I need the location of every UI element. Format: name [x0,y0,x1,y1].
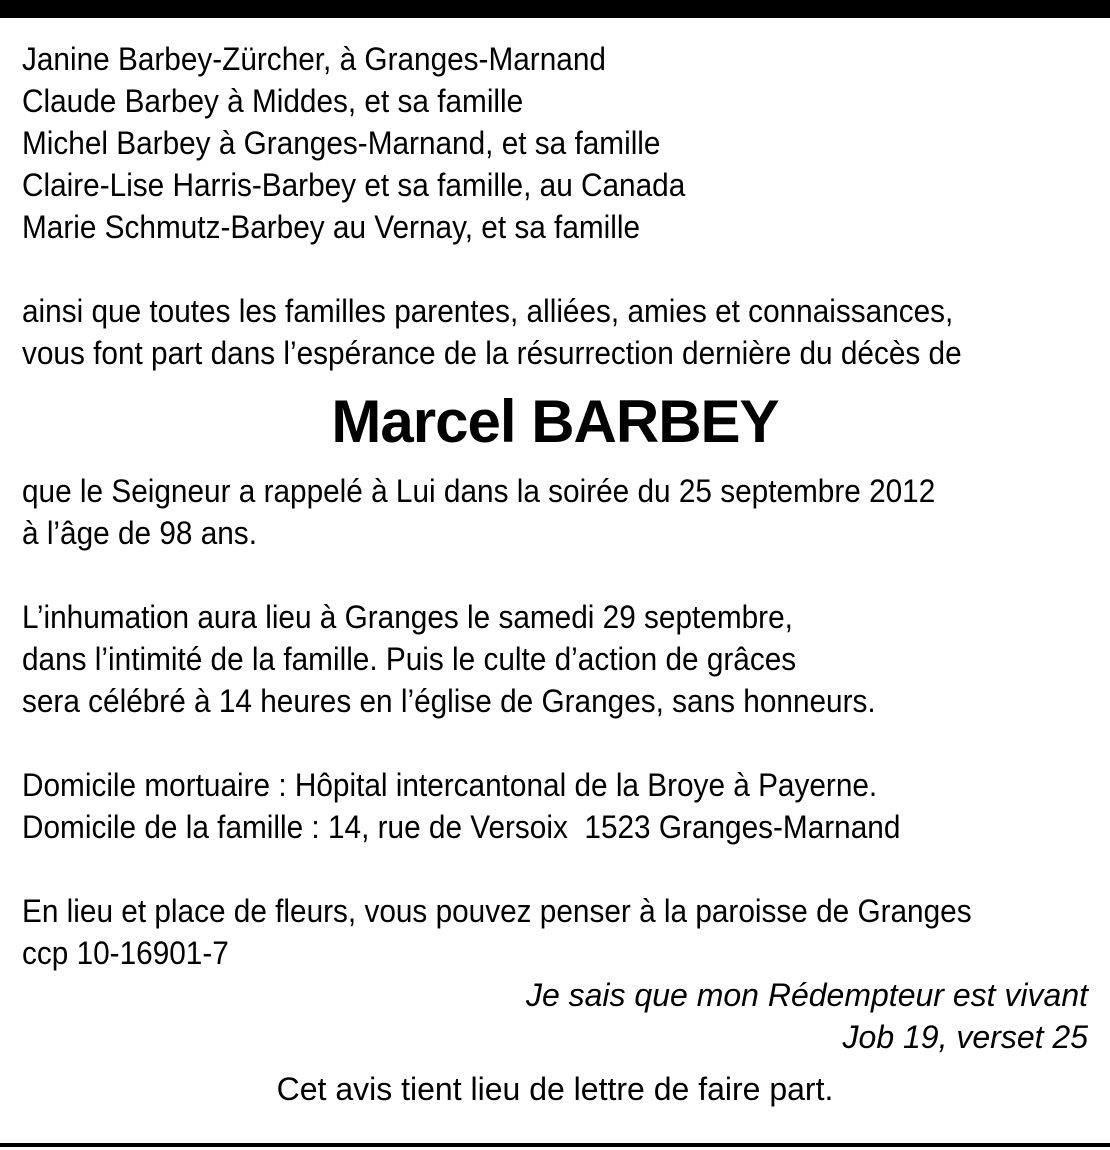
quote-line: Je sais que mon Rédempteur est vivant [525,977,1088,1013]
family-line: Claude Barbey à Middes, et sa famille [22,83,524,119]
ceremony-paragraph [22,596,1092,722]
spacer [22,722,1092,764]
intro-line: ainsi que toutes les familles parentes, alliées, amies et connaissances, [22,293,954,329]
ceremony-line: dans l’intimité de la famille. Puis le culte d’action de grâces [22,641,797,677]
spacer [22,554,1092,596]
deceased-name: Marcel BARBEY [331,388,779,455]
death-line: à l’âge de 98 ans. [22,515,257,551]
family-line: Janine Barbey-Zürcher, à Granges-Marnand [22,41,606,77]
family-line: Marie Schmutz-Barbey au Vernay, et sa famille [22,209,641,245]
donation-paragraph [22,890,1092,974]
domicile-line: Domicile de la famille : 14, rue de Versoix 1523 Granges-Marnand [22,809,901,845]
domicile-line: Domicile mortuaire : Hôpital intercantonal de la Broye à Payerne. [22,767,878,803]
intro-paragraph [22,290,1092,374]
spacer [22,848,1092,890]
family-line: Michel Barbey à Granges-Marnand, et sa famille [22,125,661,161]
donation-line: ccp 10-16901-7 [22,935,229,971]
spacer [22,248,1092,290]
family-line: Claire-Lise Harris-Barbey et sa famille, au Canada [22,167,686,203]
top-border-rule [0,0,1110,18]
family-list [22,38,1092,248]
closing-note: Cet avis tient lieu de lettre de faire part. [276,1071,834,1107]
obituary-notice [22,38,1092,1110]
intro-line: vous font part dans l’espérance de la résurrection dernière du décès de [22,335,962,371]
domicile-paragraph [22,764,1092,848]
scripture-quote [22,974,1092,1058]
ceremony-line: L’inhumation aura lieu à Granges le samedi 29 septembre, [22,599,793,635]
donation-line: En lieu et place de fleurs, vous pouvez penser à la paroisse de Granges [22,893,972,929]
death-line: que le Seigneur a rappelé à Lui dans la soirée du 25 septembre 2012 [22,473,936,509]
ceremony-line: sera célébré à 14 heures en l’église de Granges, sans honneurs. [22,683,876,719]
deceased-name-block [22,374,1088,470]
quote-reference: Job 19, verset 25 [842,1019,1088,1055]
death-paragraph [22,470,1092,554]
bottom-border-rule [0,1143,1110,1147]
